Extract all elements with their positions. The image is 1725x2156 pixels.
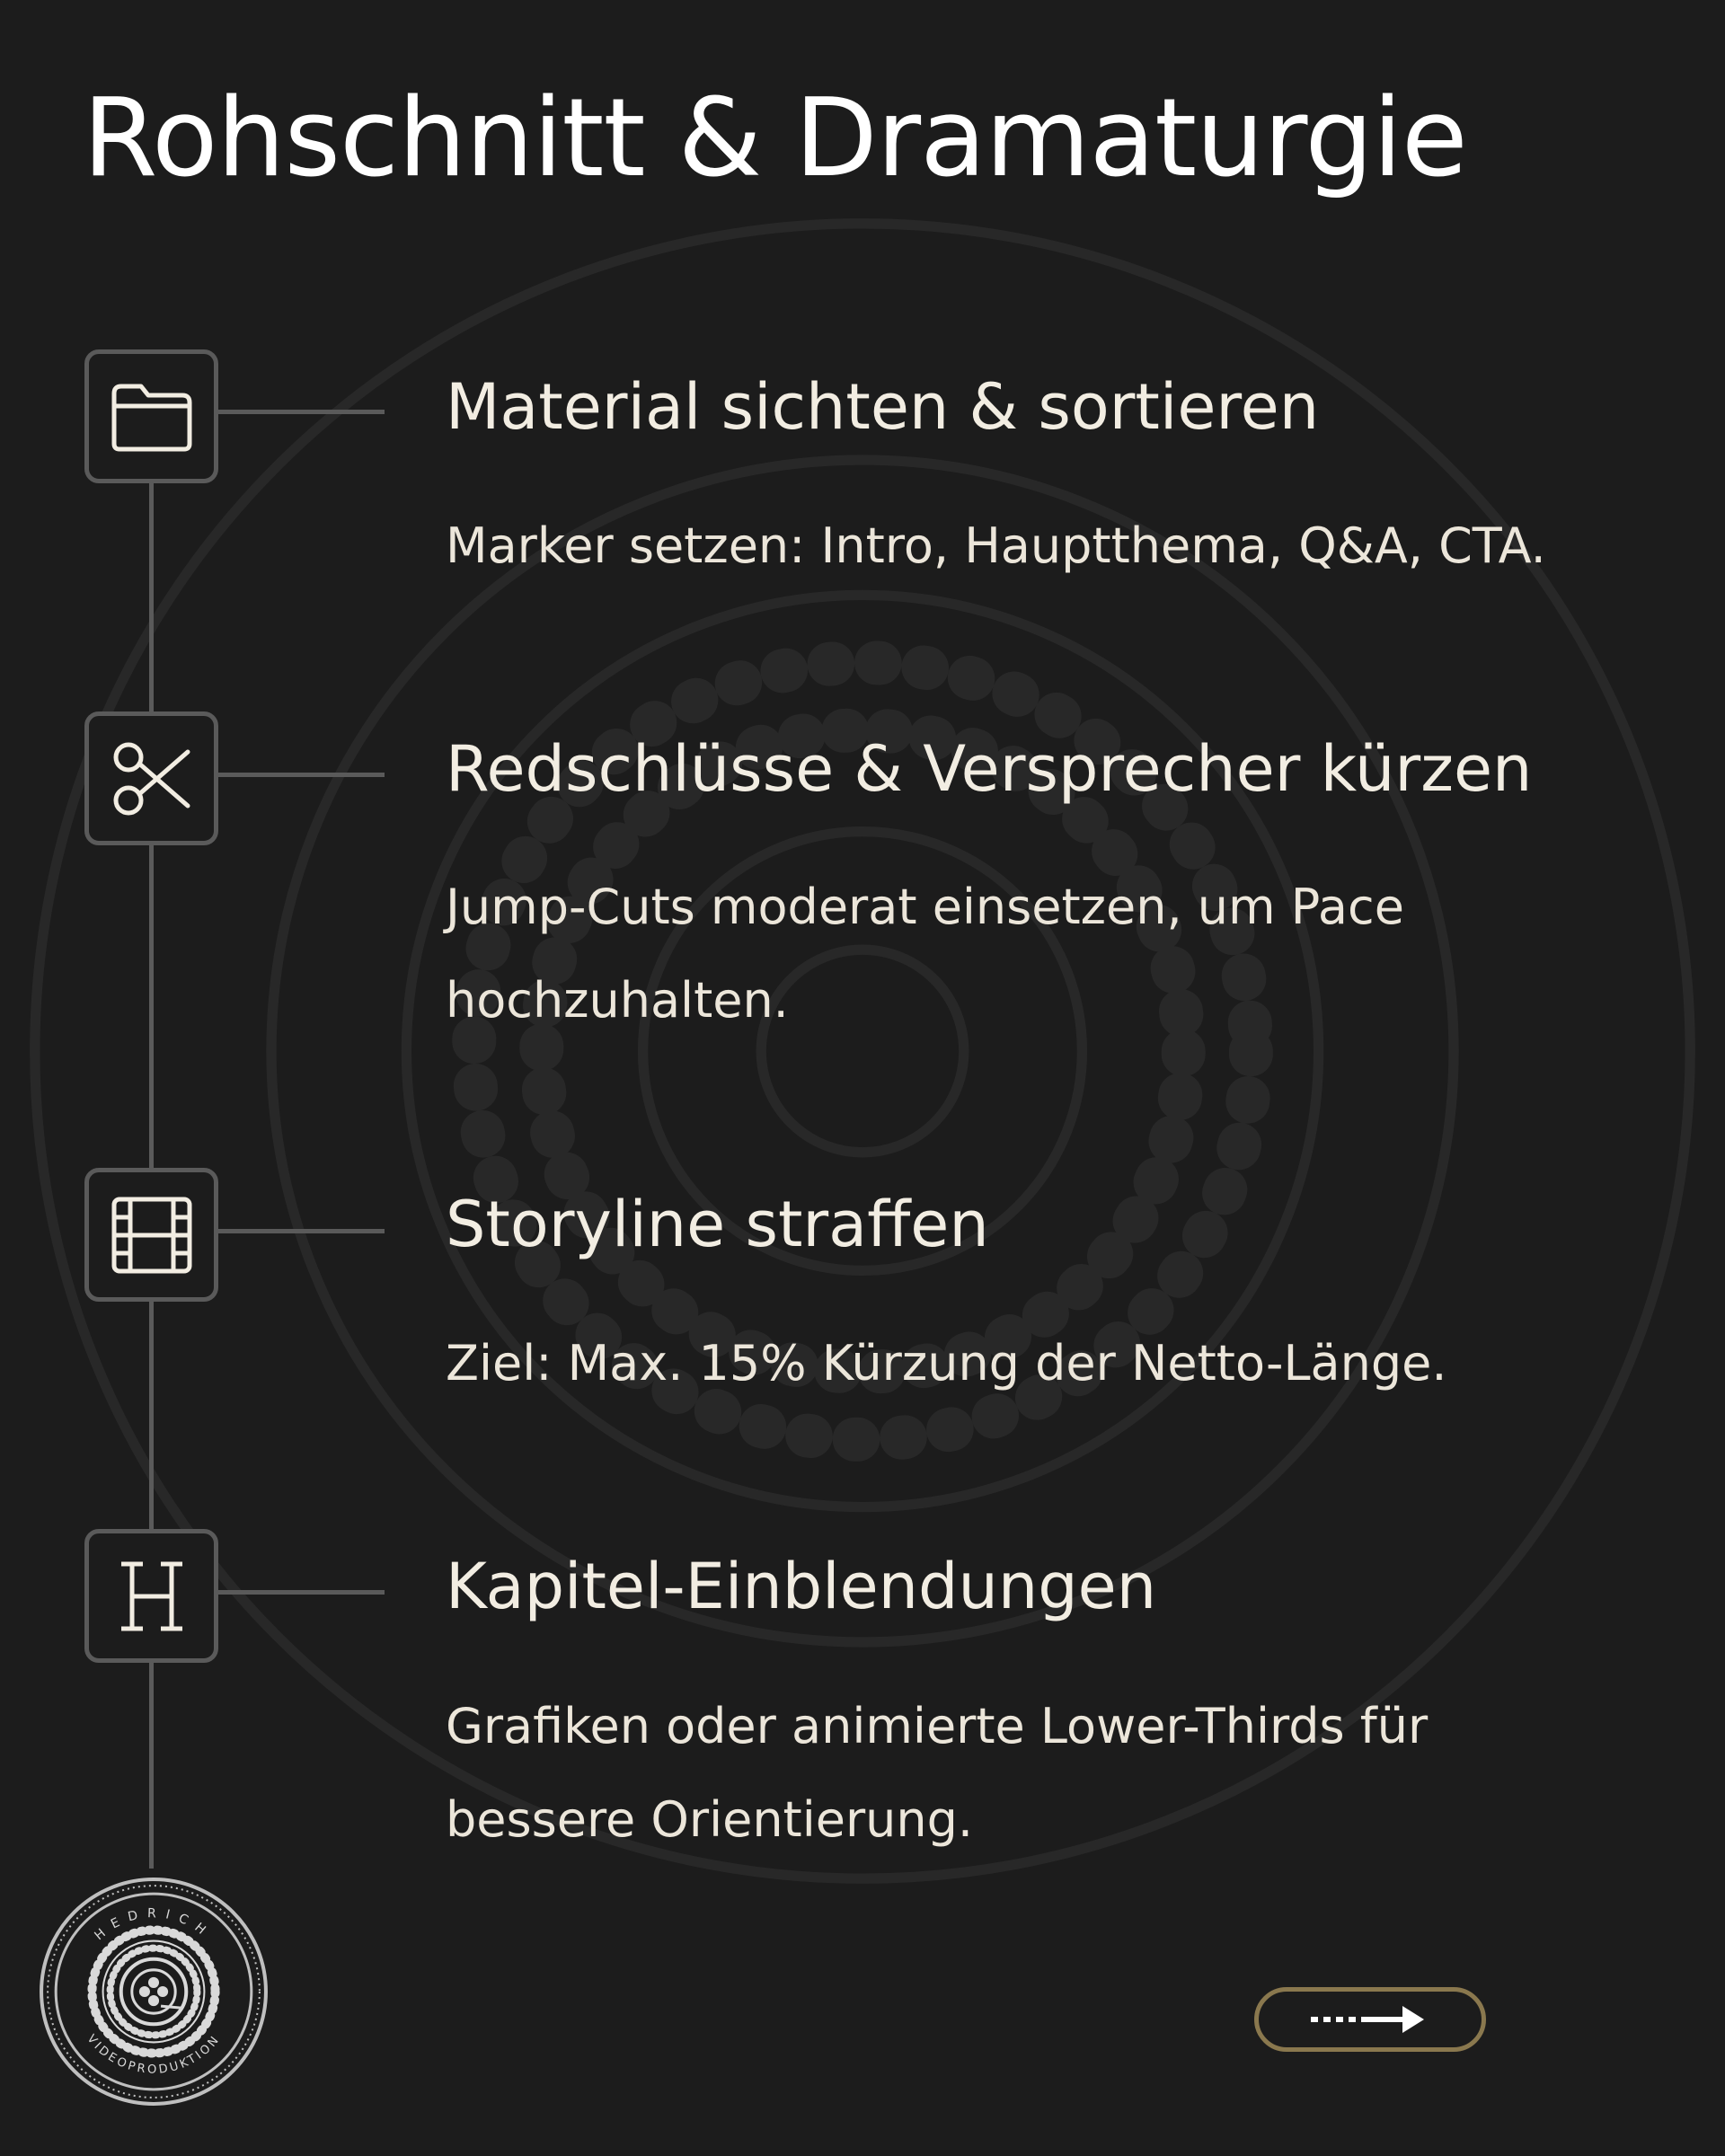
step-4-description: Grafiken oder animierte Lower-Thirds für bessere Orientierung. [446, 1698, 1429, 1848]
heading-icon [107, 1551, 197, 1641]
step-1-description: Marker setzen: Intro, Hauptthema, Q&A, CTA. [446, 517, 1546, 574]
page-title: Rohschnitt & Dramaturgie [83, 76, 1467, 201]
step-3-connector [214, 1229, 385, 1233]
next-button[interactable] [1254, 1987, 1486, 2052]
logo-top-text: HEDRICH [92, 1906, 216, 1944]
step-4-connector [214, 1590, 385, 1595]
folder-icon [107, 372, 197, 462]
step-2-description: Jump-Cuts moderat einsetzen, um Pace hochzuhalten. [446, 879, 1404, 1029]
step-4-icon-box [84, 1529, 218, 1663]
step-3-title: Storyline straffen [446, 1188, 989, 1261]
svg-text:HEDRICH [92, 1906, 215, 1943]
scissors-icon [107, 734, 197, 824]
step-2-title: Redschlüsse & Versprecher kürzen [446, 732, 1533, 806]
film-icon [107, 1190, 197, 1280]
step-1-connector [214, 410, 385, 414]
step-3-icon-box [84, 1168, 218, 1302]
arrow-right-icon [1307, 1997, 1433, 2042]
logo-bottom-text: VIDEOPRODUKTION [84, 2032, 224, 2077]
step-3-description: Ziel: Max. 15% Kürzung der Netto-Länge. [446, 1335, 1447, 1392]
watermark-logo [18, 207, 1707, 1895]
step-2-icon-box [84, 711, 218, 845]
step-4-title: Kapitel-Einblendungen [446, 1550, 1157, 1623]
company-logo [36, 1874, 271, 2109]
step-2-connector [214, 773, 385, 777]
step-1-icon-box [84, 349, 218, 483]
step-1-title: Material sichten & sortieren [446, 370, 1320, 444]
